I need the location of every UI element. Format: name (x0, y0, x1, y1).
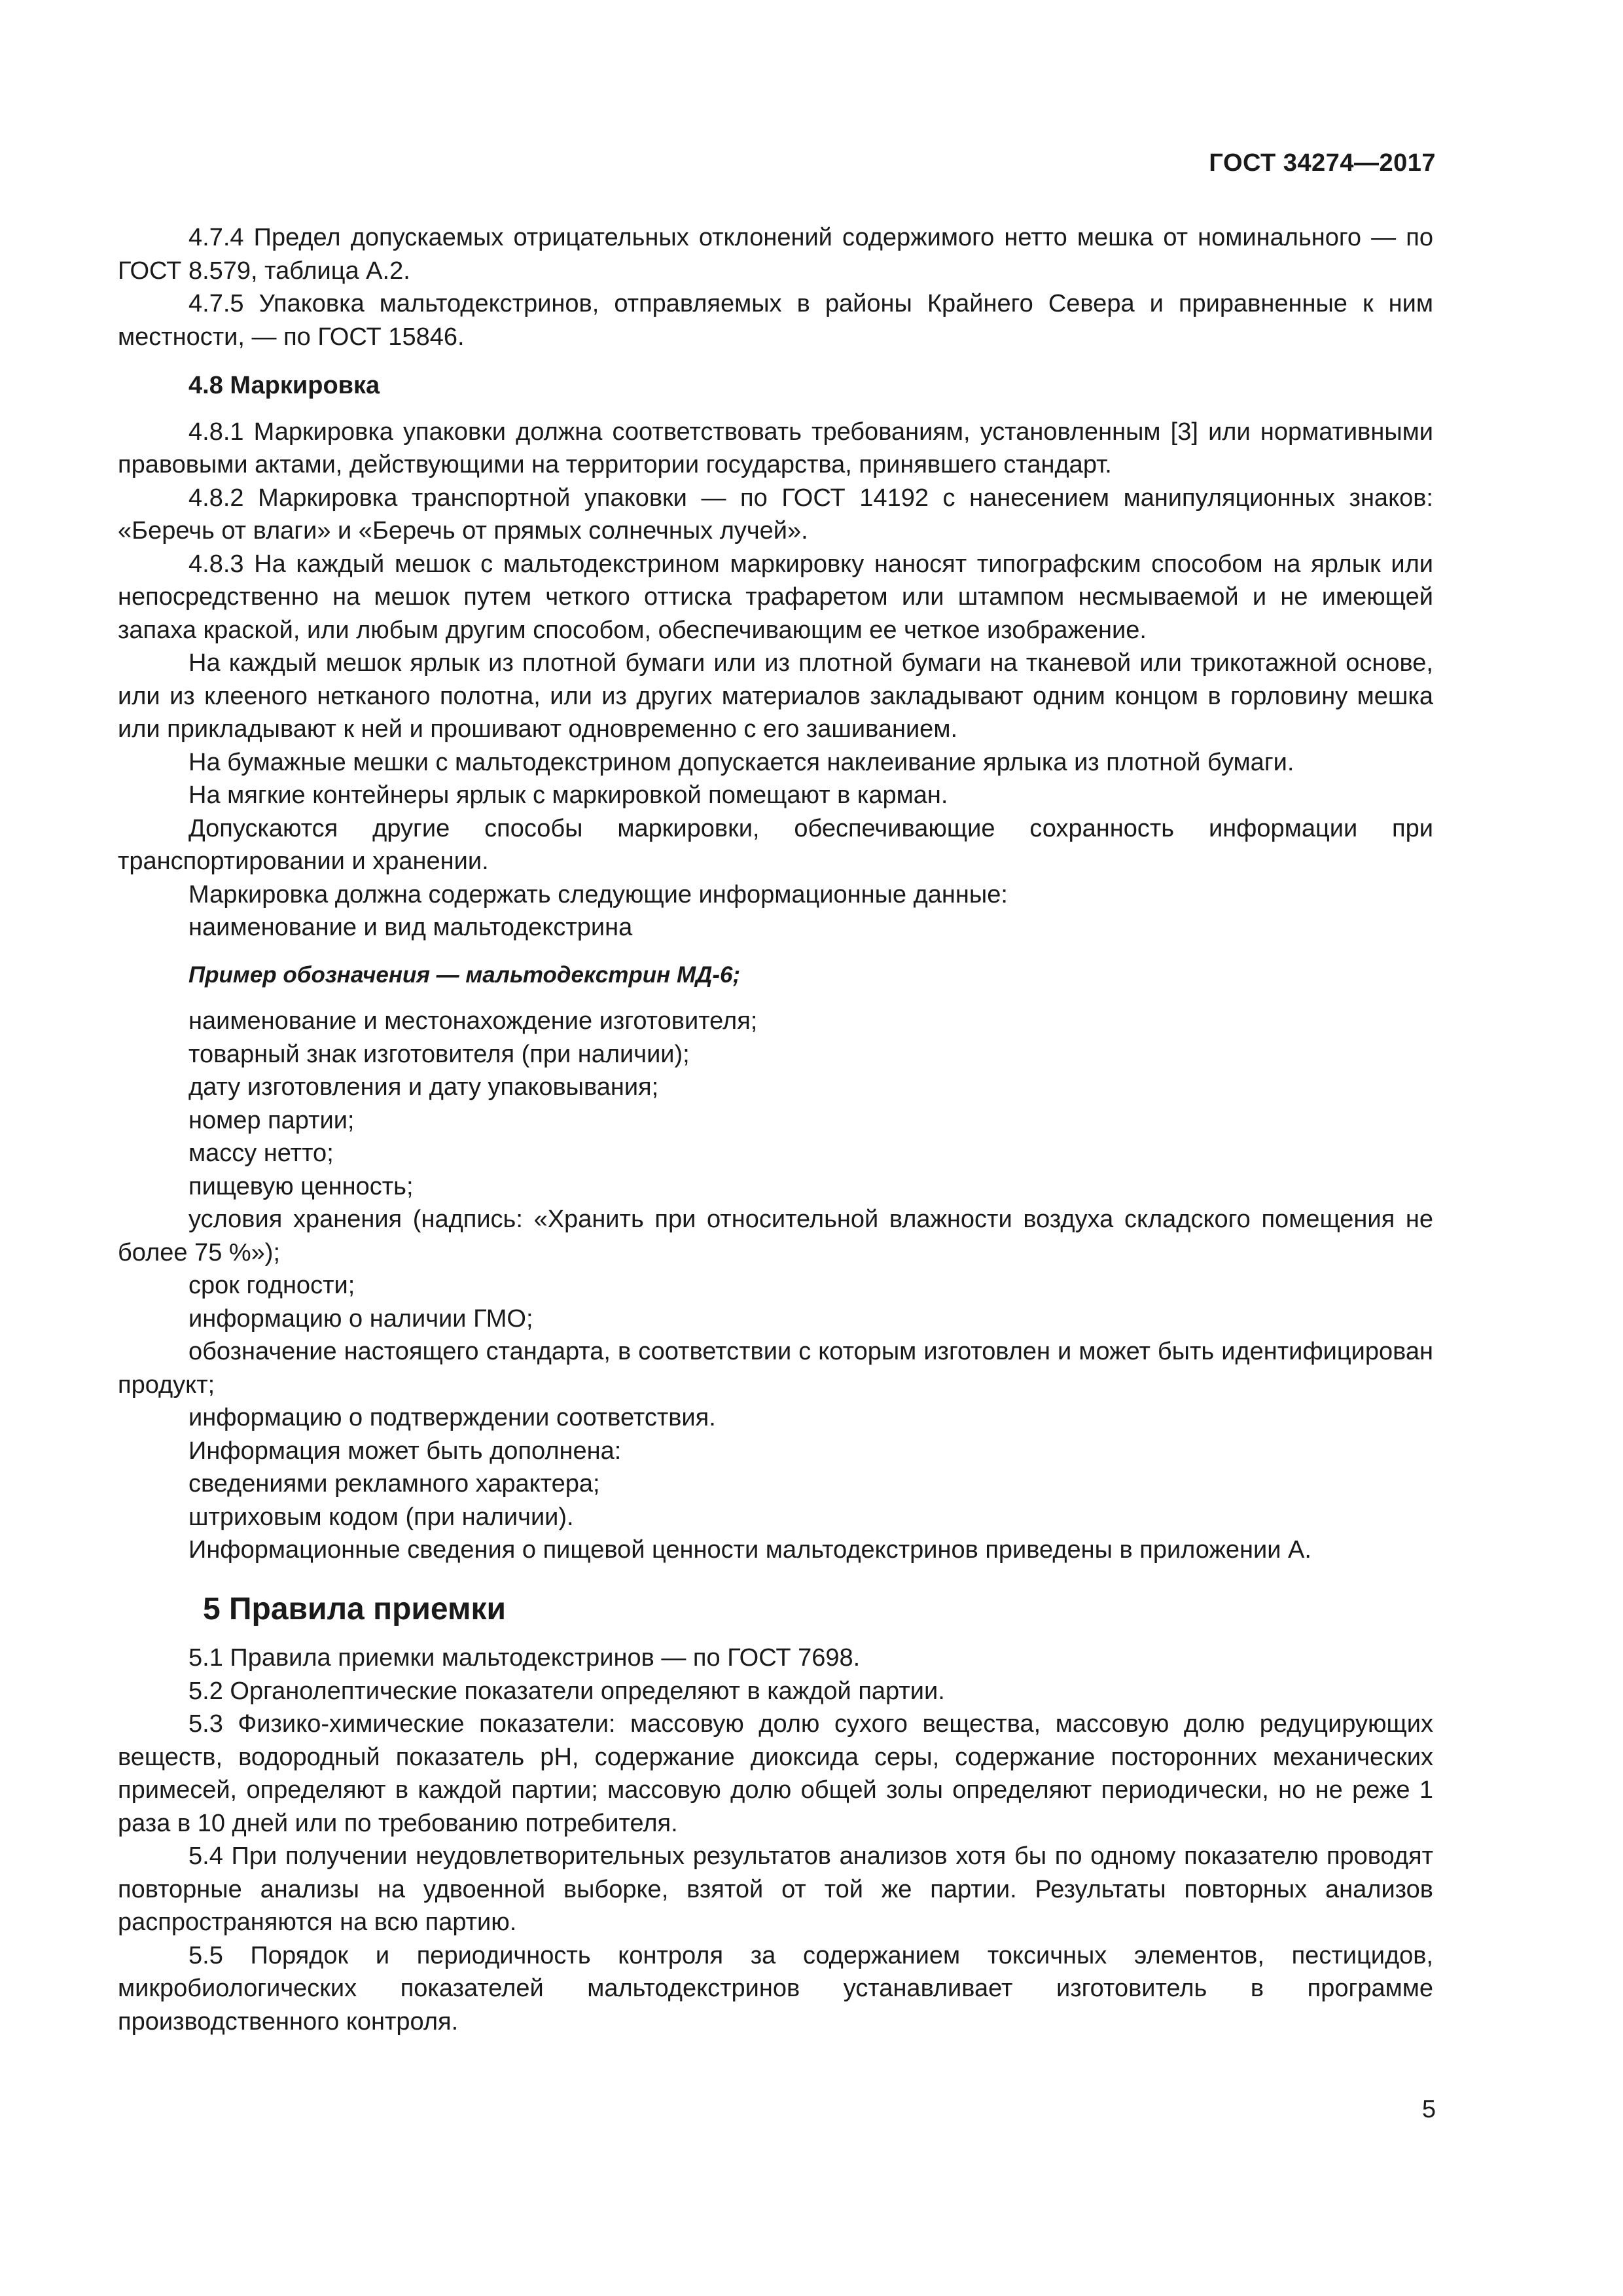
paragraph-other-methods: Допускаются другие способы маркировки, обеспечивающие сохранность информации при транспортировании и хранении. (118, 814, 1433, 875)
paragraph-soft-containers: На мягкие контейнеры ярлык с маркировкой помещают в карман. (188, 781, 948, 809)
list-item: Информационные сведения о пищевой ценности мальтодекстринов приведены в приложении А. (188, 1536, 1311, 1564)
paragraph-5-3: 5.3 Физико-химические показатели: массовую долю сухого вещества, массовую долю редуцирующих веществ, водородный показатель рН, содержание диоксида серы, содержание посторонних механических примесей, определяют в каждой партии; массовую долю общей золы определяют периодически, но не реже 1 раза в 10 дней или по требованию потребителя. (118, 1710, 1433, 1837)
list-item: наименование и местонахождение изготовителя; (188, 1007, 758, 1035)
paragraph-4-8-1: 4.8.1 Маркировка упаковки должна соответствовать требованиям, установленным [3] или нормативными правовыми актами, действующими на территории государства, принявшего стандарт. (118, 418, 1433, 478)
document-code: ГОСТ 34274—2017 (1209, 149, 1436, 177)
example-designation: Пример обозначения — мальтодекстрин МД-6; (188, 961, 741, 988)
list-item: сведениями рекламного характера; (188, 1470, 600, 1498)
paragraph-4-8-3: 4.8.3 На каждый мешок с мальтодекстрином маркировку наносят типографским способом на ярлык или непосредственно на мешок путем четкого оттиска трафаретом или штампом несмываемой и не имеющей запаха краской, или любым другим способом, обеспечивающим ее четкое изображение. (118, 550, 1433, 644)
paragraph-5-2: 5.2 Органолептические показатели определяют в каждой партии. (188, 1677, 945, 1705)
list-item: информацию о наличии ГМО; (188, 1304, 533, 1333)
paragraph-4-7-5: 4.7.5 Упаковка мальтодекстринов, отправляемых в районы Крайнего Севера и приравненные к ним местности, — по ГОСТ 15846. (118, 290, 1433, 351)
paragraph-label: На каждый мешок ярлык из плотной бумаги или из плотной бумаги на тканевой или трикотажной основе, или из клееного нетканого полотна, или из других материалов закладывают одним концом в горловину мешка или прикладывают к ней и прошивают одновременно с его зашиванием. (118, 649, 1433, 743)
heading-section-5: 5 Правила приемки (203, 1591, 507, 1626)
paragraph-5-1: 5.1 Правила приемки мальтодекстринов — по ГОСТ 7698. (188, 1644, 861, 1672)
list-item: срок годности; (188, 1272, 355, 1299)
list-item: товарный знак изготовителя (при наличии); (188, 1040, 690, 1068)
heading-4-8: 4.8 Маркировка (188, 372, 380, 399)
list-item-storage: условия хранения (надпись: «Хранить при относительной влажности воздуха складского помещения не более 75 %»); (118, 1206, 1433, 1266)
paragraph-4-8-2: 4.8.2 Маркировка транспортной упаковки — по ГОСТ 14192 с нанесением манипуляционных знаков: «Беречь от влаги» и «Беречь от прямых солнечных лучей». (118, 484, 1433, 545)
list-item-name: наименование и вид мальтодекстрина (188, 914, 633, 941)
list-item: дату изготовления и дату упаковывания; (188, 1073, 659, 1101)
paragraph-4-7-4: 4.7.4 Предел допускаемых отрицательных отклонений содержимого нетто мешка от номинального — по ГОСТ 8.579, таблица А.2. (118, 224, 1433, 285)
list-item: пищевую ценность; (188, 1172, 414, 1200)
paragraph-paper-bags: На бумажные мешки с мальтодекстрином допускается наклеивание ярлыка из плотной бумаги. (188, 748, 1294, 776)
paragraph-5-5: 5.5 Порядок и периодичность контроля за содержанием токсичных элементов, пестицидов, микробиологических показателей мальтодекстринов устанавливает изготовитель в программе производственного контроля. (118, 1941, 1433, 2036)
list-item: Информация может быть дополнена: (188, 1437, 622, 1465)
list-item: номер партии; (188, 1106, 355, 1134)
list-item-standard: обозначение настоящего стандарта, в соответствии с которым изготовлен и может быть идентифицирован продукт; (118, 1338, 1433, 1399)
list-item: информацию о подтверждении соответствия. (188, 1404, 716, 1431)
list-item: массу нетто; (188, 1139, 334, 1167)
paragraph-must-contain: Маркировка должна содержать следующие информационные данные: (188, 880, 1008, 908)
document-body (118, 221, 1433, 2038)
page-number: 5 (1421, 2096, 1436, 2123)
paragraph-5-4: 5.4 При получении неудовлетворительных результатов анализов хотя бы по одному показателю проводят повторные анализы на удвоенной выборке, взятой от той же партии. Результаты повторных анализов распространяются на всю партию. (118, 1842, 1433, 1936)
list-item: штриховым кодом (при наличии). (188, 1503, 574, 1531)
